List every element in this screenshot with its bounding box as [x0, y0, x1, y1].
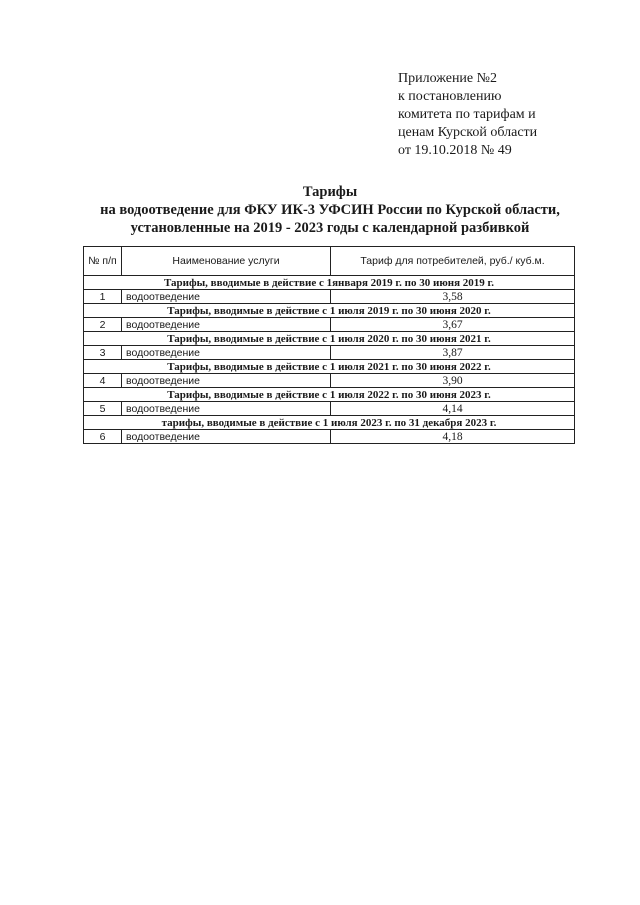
row-tariff-value: 4,14: [331, 402, 575, 416]
header-service-name: Наименование услуги: [122, 247, 331, 276]
row-tariff-value: 3,67: [331, 318, 575, 332]
row-tariff-value: 3,87: [331, 346, 575, 360]
annex-line: комитета по тарифам и: [398, 107, 536, 122]
row-service: водоотведение: [122, 290, 331, 304]
title-line-1: Тарифы: [302, 184, 358, 200]
table-row: [84, 402, 575, 416]
annex-block: [398, 70, 598, 160]
period-label: Тарифы, вводимые в действие с 1января 2019 г. по 30 июня 2019 г.: [84, 276, 575, 290]
row-number: 2: [84, 318, 122, 332]
period-row: [84, 332, 575, 346]
row-service: водоотведение: [122, 430, 331, 444]
row-service: водоотведение: [122, 374, 331, 388]
period-row: [84, 416, 575, 430]
title-line-3: установленные на 2019 - 2023 годы с календарной разбивкой: [130, 220, 530, 236]
annex-line: Приложение №2: [398, 71, 497, 86]
tariff-table: [83, 246, 575, 444]
period-label: Тарифы, вводимые в действие с 1 июля 2020 г. по 30 июня 2021 г.: [84, 332, 575, 346]
row-number: 1: [84, 290, 122, 304]
period-label: Тарифы, вводимые в действие с 1 июля 2022 г. по 30 июня 2023 г.: [84, 388, 575, 402]
table-row: [84, 430, 575, 444]
table-row: [84, 374, 575, 388]
period-row: [84, 360, 575, 374]
row-tariff-value: 3,90: [331, 374, 575, 388]
row-tariff-value: 4,18: [331, 430, 575, 444]
header-num: № п/п: [84, 247, 122, 276]
title-line-2: на водоотведение для ФКУ ИК-3 УФСИН России по Курской области,: [100, 202, 560, 218]
period-label: тарифы, вводимые в действие с 1 июля 2023 г. по 31 декабря 2023 г.: [84, 416, 575, 430]
table-row: [84, 290, 575, 304]
table-header-row: [84, 247, 575, 276]
period-row: [84, 388, 575, 402]
table-row: [84, 318, 575, 332]
table-row: [84, 346, 575, 360]
row-tariff-value: 3,58: [331, 290, 575, 304]
row-number: 3: [84, 346, 122, 360]
row-service: водоотведение: [122, 402, 331, 416]
period-label: Тарифы, вводимые в действие с 1 июля 2021 г. по 30 июня 2022 г.: [84, 360, 575, 374]
row-service: водоотведение: [122, 346, 331, 360]
row-number: 5: [84, 402, 122, 416]
annex-line: от 19.10.2018 № 49: [398, 143, 512, 158]
period-label: Тарифы, вводимые в действие с 1 июля 2019 г. по 30 июня 2020 г.: [84, 304, 575, 318]
row-number: 4: [84, 374, 122, 388]
period-row: [84, 276, 575, 290]
period-row: [84, 304, 575, 318]
row-service: водоотведение: [122, 318, 331, 332]
table-body: [84, 276, 575, 444]
annex-line: ценам Курской области: [398, 125, 538, 140]
document-title: [60, 183, 600, 237]
header-tariff: Тариф для потребителей, руб./ куб.м.: [331, 247, 575, 276]
row-number: 6: [84, 430, 122, 444]
annex-line: к постановлению: [398, 89, 502, 104]
